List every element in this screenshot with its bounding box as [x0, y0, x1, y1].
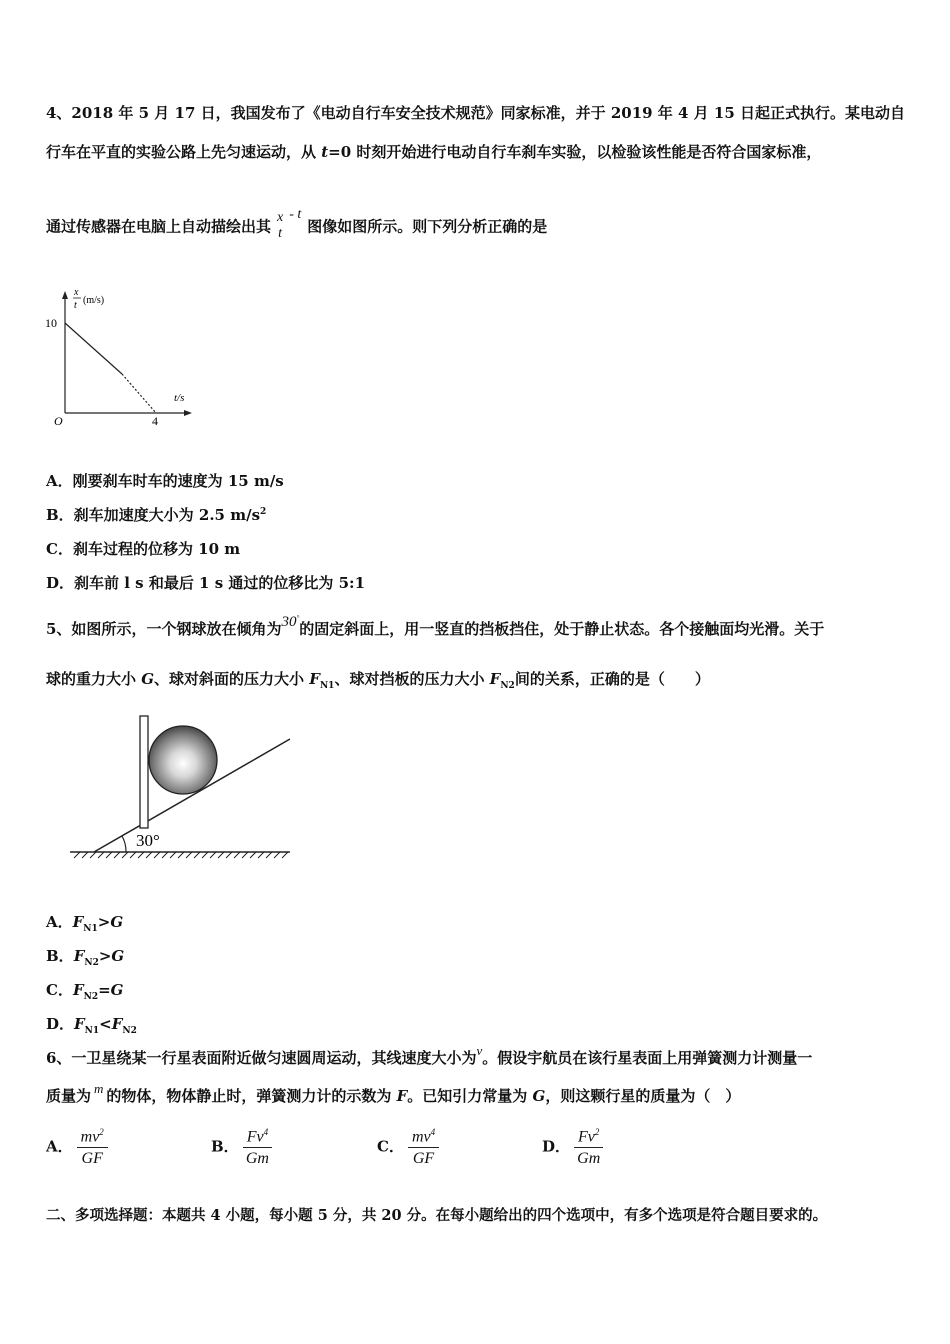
q6-option-a-frac: [77, 1122, 108, 1170]
q5-line-2-d: 间的关系，正确的是（ ）: [514, 670, 710, 688]
q6-G: G: [532, 1087, 546, 1105]
q5-option-b-f: F: [73, 947, 85, 965]
q4-line-3-a: 通过传感器在电脑上自动描绘出其: [46, 217, 272, 236]
q5-option-a-f: F: [72, 913, 84, 931]
q5-option-c-label: C．: [46, 981, 73, 999]
q6-line-1-b: 。假设宇航员在该行星表面上用弹簧测力计测量一: [482, 1049, 813, 1067]
q5-option-c: [46, 979, 124, 1002]
q6-option-c-frac: [408, 1122, 439, 1170]
q4-data-line-dashed: [122, 374, 156, 413]
q5-ground-hatch: [74, 852, 288, 858]
q5-angle-num: 30: [281, 614, 297, 630]
q6-option-b: [211, 1122, 276, 1170]
q6-option-a-den: GF: [81, 1150, 103, 1168]
q6-option-c-num-text: mv: [411, 1128, 431, 1146]
q6-line-2-a: 质量为: [46, 1087, 92, 1105]
q6-option-c-den: GF: [412, 1150, 435, 1168]
q6-line-2: [46, 1081, 741, 1106]
q5-N2: N2: [500, 681, 515, 691]
q5-angle-sup: °: [296, 614, 300, 622]
q5-line-1-b: 的固定斜面上，用一竖直的挡板挡住，处于静止状态。各个接触面均光滑。关于: [299, 620, 825, 638]
q4-frac-den: t: [278, 226, 283, 241]
q5-F2: F: [489, 670, 501, 688]
q6-option-d-num-text: Fv: [578, 1128, 595, 1146]
q4-origin: O: [54, 414, 63, 428]
q5-line-2-a: 球的重力大小: [46, 670, 142, 688]
q5-option-b-sub: N2: [84, 958, 99, 968]
q5-angle: [281, 614, 299, 630]
q4-y-arrow: [62, 291, 68, 299]
q6-option-b-num-text: Fv: [246, 1128, 264, 1146]
q4-line-2-b: =0 时刻开始进行电动自行车刹车实验，以检验该性能是否符合国家标准，: [328, 143, 822, 161]
q6-option-a-label: A．: [46, 1137, 73, 1156]
q5-option-d-rel: <F: [99, 1015, 123, 1033]
q4-option-b-sup: 2: [260, 507, 267, 517]
q5-option-b-label: B．: [46, 947, 74, 965]
section-2-heading: 二、多项选择题：本题共 4 小题，每小题 5 分，共 20 分。在每小题给出的四个选项中，有多个选项是符合题目要求的。: [46, 1207, 828, 1224]
q4-ylabel-num: x: [74, 287, 79, 298]
q4-xlabel: t/s: [174, 392, 185, 404]
q6-line-1: [46, 1043, 813, 1068]
q4-option-d: D．刹车前 l s 和最后 1 s 通过的位移比为 5:1: [46, 574, 366, 592]
q6-m: m: [94, 1081, 104, 1096]
q4-x-tick-4: 4: [152, 414, 158, 428]
q6-option-b-sup: 4: [263, 1127, 269, 1137]
q5-option-a: [46, 911, 123, 934]
q5-option-c-f: F: [72, 981, 84, 999]
q4-frac-num: x: [277, 210, 284, 225]
q5-ball: [149, 726, 217, 794]
q5-option-b: [46, 945, 124, 968]
q6-option-d-frac: [574, 1122, 603, 1170]
q4-line-2: [46, 141, 821, 162]
q4-ylabel-unit: (m/s): [83, 295, 105, 306]
q5-option-d: [46, 1013, 137, 1036]
q6-line-2-d: ，则这颗行星的质量为（ ）: [545, 1087, 741, 1105]
q5-G: G: [141, 670, 155, 688]
q5-board: [140, 716, 148, 828]
q4-data-line: [65, 323, 122, 374]
q4-ylabel-den: t: [74, 300, 77, 311]
q6-line-1-a: 6、一卫星绕某一行星表面附近做匀速圆周运动，其线速度大小为: [46, 1049, 477, 1067]
q6-option-d-num: [574, 1122, 603, 1148]
q6-option-c: [377, 1122, 443, 1170]
q5-F1: F: [309, 670, 320, 688]
q4-graph: [40, 285, 210, 435]
q6-option-d-label: D．: [542, 1137, 571, 1156]
q6-option-b-den: Gm: [245, 1150, 269, 1168]
q5-option-c-rel: =G: [98, 981, 124, 999]
q6-option-c-sup: 4: [430, 1127, 436, 1137]
q5-figure: [66, 710, 296, 870]
q6-line-2-c: 。已知引力常量为: [407, 1087, 533, 1105]
q4-option-b: [46, 504, 266, 525]
q5-line-1-a: 5、如图所示，一个钢球放在倾角为: [46, 620, 282, 638]
q5-option-b-rel: >G: [98, 947, 125, 965]
q5-line-2-b: 、球对斜面的压力大小: [154, 670, 310, 688]
q5-angle-label: 30°: [136, 831, 160, 850]
q5-option-d-f: F: [74, 1015, 85, 1033]
q5-angle-arc: [122, 836, 126, 852]
q4-option-a: A．刚要刹车时车的速度为 15 m/s: [46, 472, 284, 490]
q4-line-3-b: 图像如图所示。则下列分析正确的是: [307, 217, 548, 236]
q5-option-c-sub: N2: [83, 992, 99, 1002]
q6-option-a-sup: 2: [99, 1127, 104, 1137]
q4-t-var: t: [321, 143, 329, 161]
q5-option-d-sub: N1: [84, 1026, 100, 1036]
q5-option-a-rel: >G: [97, 913, 124, 931]
q5-line-2: [46, 668, 710, 691]
q4-option-c: C．刹车过程的位移为 10 m: [46, 540, 241, 558]
q5-line-1: [46, 614, 825, 639]
q5-option-a-label: A．: [46, 913, 73, 931]
q6-option-a-num-text: mv: [80, 1128, 100, 1146]
q4-x-over-t: [275, 210, 285, 242]
q6-option-c-num: [408, 1122, 439, 1148]
q6-option-c-label: C．: [377, 1137, 404, 1156]
q6-option-d-sup: 2: [594, 1127, 600, 1137]
q6-v: v: [476, 1043, 483, 1058]
q4-x-arrow: [184, 410, 192, 416]
q5-line-2-c: 、球对挡板的压力大小: [334, 670, 490, 688]
q4-frac-tail: - t: [289, 207, 302, 222]
q4-line-1: 4、2018 年 5 月 17 日，我国发布了《电动自行车安全技术规范》同家标准，并于 2019 年 4 月 15 日起正式执行。某电动自: [46, 104, 906, 122]
q4-y-tick-10: 10: [45, 316, 57, 330]
q6-option-a-num: [77, 1122, 108, 1148]
q6-option-d: [542, 1122, 607, 1170]
q5-N1: N1: [319, 681, 335, 691]
q4-option-b-text: B．刹车加速度大小为 2.5 m/s: [46, 506, 261, 524]
q6-line-2-b: 的物体，物体静止时，弹簧测力计的示数为: [106, 1087, 397, 1105]
q5-option-d-sub2: N2: [122, 1026, 137, 1036]
q5-option-a-sub: N1: [83, 924, 98, 934]
q6-option-b-num: [243, 1122, 272, 1148]
q6-option-d-den: Gm: [577, 1150, 601, 1168]
q4-line-3: [46, 207, 548, 242]
q5-option-d-label: D．: [46, 1015, 75, 1033]
q6-option-a: [46, 1122, 112, 1170]
q6-option-b-label: B．: [211, 1137, 239, 1156]
q6-F: F: [396, 1087, 408, 1105]
q4-line-2-a: 行车在平直的实验公路上先匀速运动，从: [46, 143, 322, 161]
q6-option-b-frac: [243, 1122, 272, 1170]
